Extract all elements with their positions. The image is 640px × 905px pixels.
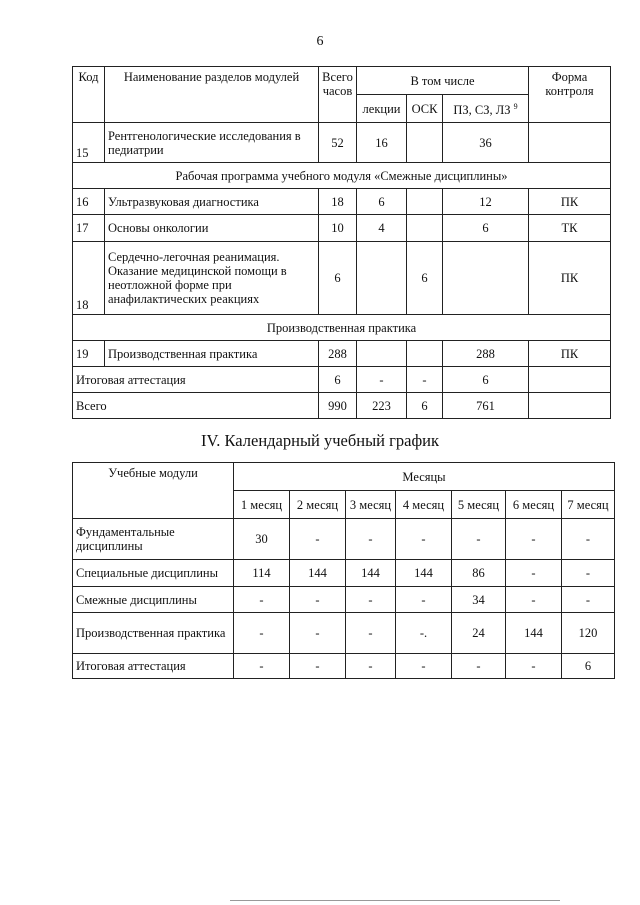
cell-month-5: 34 (452, 587, 506, 613)
cell-month-5: 86 (452, 560, 506, 587)
row-control: ПК (529, 242, 611, 315)
cell-month-5: - (452, 519, 506, 560)
table-row (73, 519, 615, 560)
header-pz: ПЗ, СЗ, ЛЗ $^9$ (443, 95, 529, 123)
table-row (73, 367, 611, 393)
cell-month-3: - (346, 519, 396, 560)
page-number: 6 (316, 34, 324, 49)
row-osk: 6 (407, 242, 443, 315)
cell-month-4: - (396, 519, 452, 560)
cell-month-1: - (234, 587, 290, 613)
header-name: Наименование разделов модулей (105, 67, 319, 123)
row-total: 6 (319, 242, 357, 315)
row-pz: 6 (443, 215, 529, 242)
cell-month-7: 120 (562, 613, 615, 654)
header-month-3: 3 месяц (346, 491, 396, 519)
header-month-5: 5 месяц (452, 491, 506, 519)
cell-month-3: - (346, 613, 396, 654)
row-label: Смежные дисциплины (73, 587, 234, 613)
row-pz: 36 (443, 123, 529, 163)
row-total: 10 (319, 215, 357, 242)
cell-month-7: - (562, 560, 615, 587)
footnote-marker: 9 (513, 101, 518, 111)
row-name: Рентгенологические исследования в педиатрии (105, 123, 319, 163)
row-name: Ультразвуковая диагностика (105, 189, 319, 215)
bottom-rule (230, 900, 560, 901)
cell-month-1: 114 (234, 560, 290, 587)
table-row (73, 242, 611, 315)
row-lectures (357, 341, 407, 367)
row-pz: 6 (443, 367, 529, 393)
cell-month-1: - (234, 613, 290, 654)
row-pz (443, 242, 529, 315)
cell-month-6: 144 (506, 613, 562, 654)
table-row (73, 189, 611, 215)
table-row (73, 613, 615, 654)
header-osk: ОСК (407, 95, 443, 123)
cell-month-5: 24 (452, 613, 506, 654)
row-label: Фундаментальные дисциплины (73, 519, 234, 560)
table-row (73, 654, 615, 679)
section-title: IV. Календарный учебный график (200, 431, 440, 450)
row-total: 990 (319, 393, 357, 419)
row-osk (407, 123, 443, 163)
row-name: Производственная практика (105, 341, 319, 367)
header-month-1: 1 месяц (234, 491, 290, 519)
row-total: 52 (319, 123, 357, 163)
row-lectures: 6 (357, 189, 407, 215)
row-osk: 6 (407, 393, 443, 419)
header-control-form: Форма контроля (529, 67, 611, 123)
table-row (73, 560, 615, 587)
cell-month-3: 144 (346, 560, 396, 587)
cell-month-2: - (290, 654, 346, 679)
row-osk (407, 341, 443, 367)
cell-month-1: 30 (234, 519, 290, 560)
cell-month-5: - (452, 654, 506, 679)
row-total: 6 (319, 367, 357, 393)
cell-month-2: - (290, 587, 346, 613)
row-label: Итоговая аттестация (73, 367, 319, 393)
schedule-table (72, 462, 615, 679)
cell-month-4: - (396, 654, 452, 679)
row-code: 15 (73, 123, 105, 163)
row-lectures (357, 242, 407, 315)
row-pz: 761 (443, 393, 529, 419)
row-control (529, 393, 611, 419)
row-control (529, 123, 611, 163)
cell-month-7: - (562, 587, 615, 613)
table-row (73, 587, 615, 613)
table-row (73, 393, 611, 419)
section-row (73, 163, 611, 189)
row-name: Сердечно-легочная реанимация. Оказание медицинской помощи в неотложной форме при анафилактических реакциях (105, 242, 319, 315)
cell-month-3: - (346, 587, 396, 613)
row-lectures: 4 (357, 215, 407, 242)
header-lectures: лекции (357, 95, 407, 123)
curriculum-table (72, 66, 611, 419)
cell-month-6: - (506, 560, 562, 587)
row-osk (407, 189, 443, 215)
cell-month-4: 144 (396, 560, 452, 587)
row-label: Производственная практика (73, 613, 234, 654)
cell-month-2: - (290, 519, 346, 560)
row-label: Специальные дисциплины (73, 560, 234, 587)
row-osk (407, 215, 443, 242)
row-code: 16 (73, 189, 105, 215)
row-total: 18 (319, 189, 357, 215)
cell-month-6: - (506, 519, 562, 560)
row-lectures: 223 (357, 393, 407, 419)
header-total-hours: Всего часов (319, 67, 357, 123)
section-row (73, 315, 611, 341)
row-osk: - (407, 367, 443, 393)
row-code: 19 (73, 341, 105, 367)
cell-month-7: - (562, 519, 615, 560)
cell-month-4: -. (396, 613, 452, 654)
header-month-7: 7 месяц (562, 491, 615, 519)
row-pz: 12 (443, 189, 529, 215)
cell-month-2: - (290, 613, 346, 654)
header-including: В том числе (357, 67, 529, 95)
header-code: Код (73, 67, 105, 123)
table-row (73, 341, 611, 367)
cell-month-6: - (506, 654, 562, 679)
cell-month-4: - (396, 587, 452, 613)
cell-month-3: - (346, 654, 396, 679)
cell-month-2: 144 (290, 560, 346, 587)
row-total: 288 (319, 341, 357, 367)
row-name: Основы онкологии (105, 215, 319, 242)
cell-month-6: - (506, 587, 562, 613)
table-row (73, 215, 611, 242)
header-modules: Учебные модули (73, 463, 234, 519)
table-row (73, 123, 611, 163)
row-lectures: 16 (357, 123, 407, 163)
row-code: 17 (73, 215, 105, 242)
row-lectures: - (357, 367, 407, 393)
row-control: ПК (529, 341, 611, 367)
row-control (529, 367, 611, 393)
row-control: ПК (529, 189, 611, 215)
cell-month-7: 6 (562, 654, 615, 679)
section-heading: Рабочая программа учебного модуля «Смежные дисциплины» (73, 163, 611, 189)
row-label: Итоговая аттестация (73, 654, 234, 679)
header-months: Месяцы (234, 463, 615, 491)
row-code: 18 (73, 242, 105, 315)
header-month-2: 2 месяц (290, 491, 346, 519)
cell-month-1: - (234, 654, 290, 679)
row-label: Всего (73, 393, 319, 419)
row-control: ТК (529, 215, 611, 242)
row-pz: 288 (443, 341, 529, 367)
header-month-4: 4 месяц (396, 491, 452, 519)
section-heading: Производственная практика (73, 315, 611, 341)
header-month-6: 6 месяц (506, 491, 562, 519)
